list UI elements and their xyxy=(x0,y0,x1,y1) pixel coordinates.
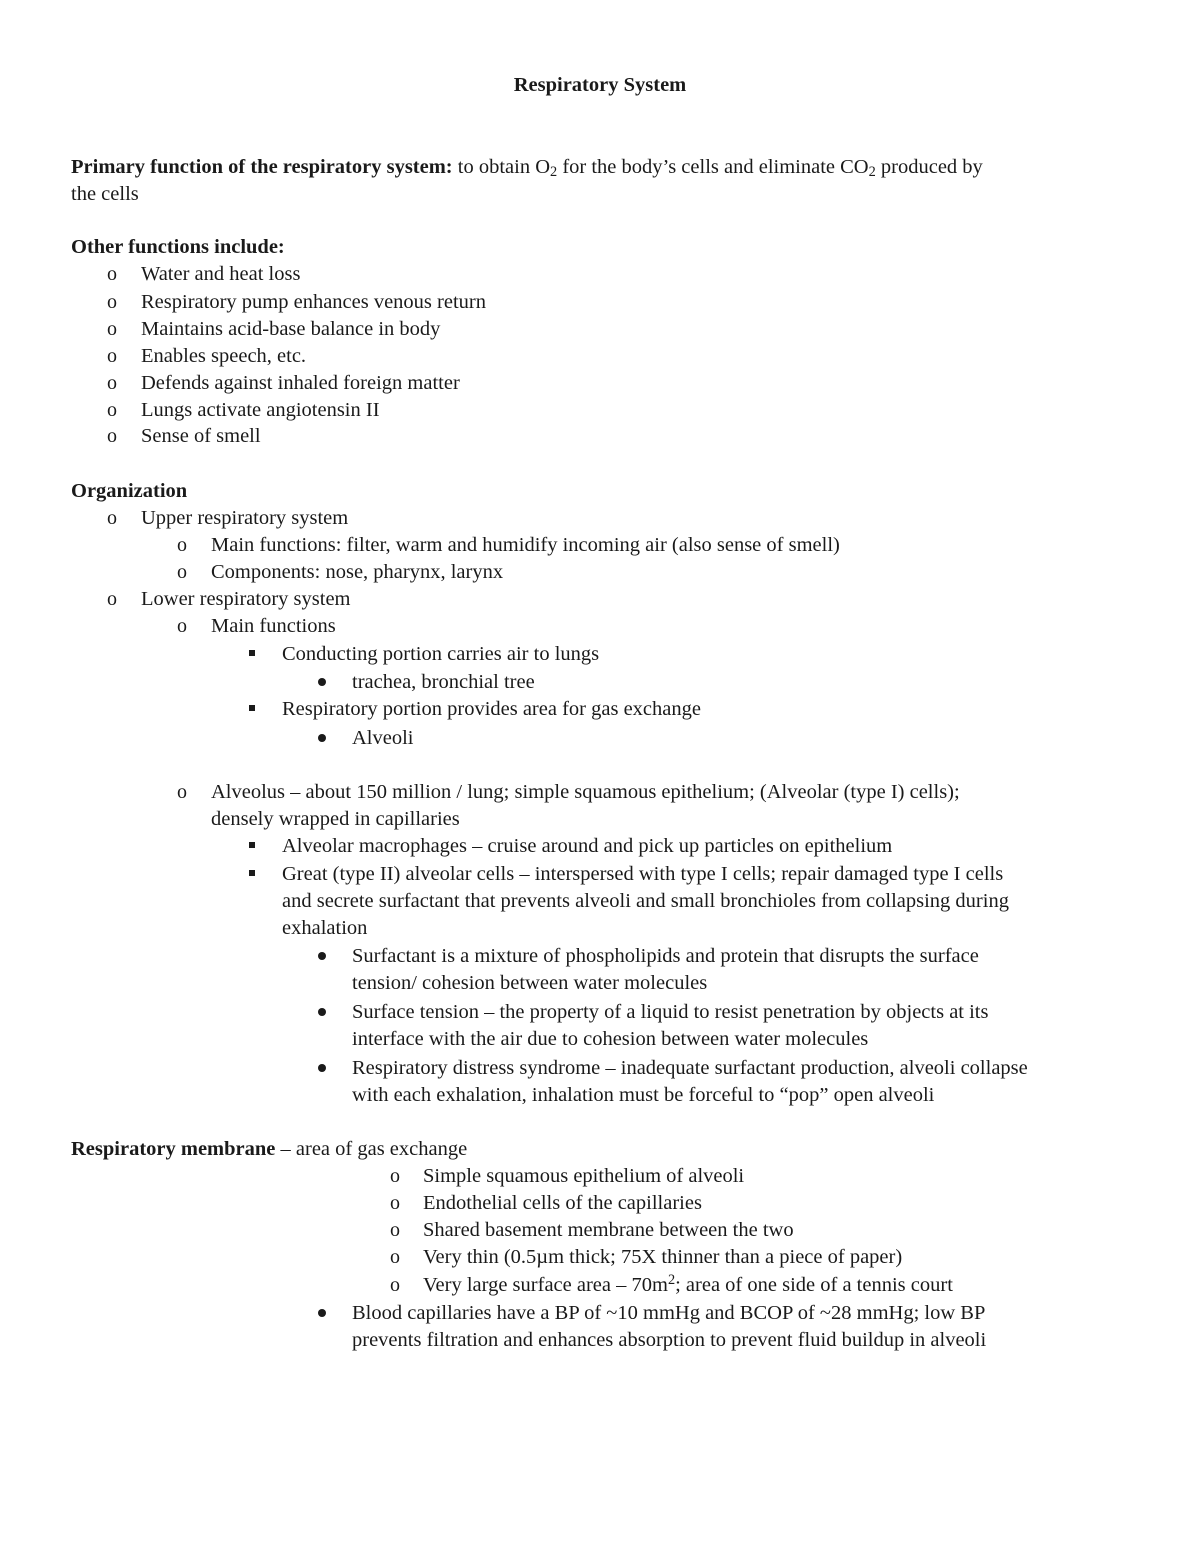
circle-bullet-icon: o xyxy=(390,1165,400,1187)
great-cells-line-1: Great (type II) alveolar cells – interspersed with type I cells; repair damaged type I cells xyxy=(282,863,1004,885)
circle-bullet-icon: o xyxy=(177,781,187,803)
upper-components-item: Components: nose, pharynx, larynx xyxy=(211,561,504,583)
upper-respiratory-item: Upper respiratory system xyxy=(141,507,349,529)
respiratory-membrane-heading: Respiratory membrane xyxy=(71,1138,276,1160)
surface-area-item xyxy=(423,1272,953,1298)
conducting-detail-item: trachea, bronchial tree xyxy=(352,671,535,693)
alveolus-item-line-2: densely wrapped in capillaries xyxy=(211,808,460,830)
circle-bullet-icon: o xyxy=(107,372,117,394)
respiratory-portion-item: Respiratory portion provides area for gas exchange xyxy=(282,698,701,720)
conducting-portion-item: Conducting portion carries air to lungs xyxy=(282,643,600,665)
circle-bullet-icon: o xyxy=(107,291,117,313)
membrane-item: Shared basement membrane between the two xyxy=(423,1219,794,1241)
circle-bullet-icon: o xyxy=(107,588,117,610)
respiratory-membrane-line xyxy=(71,1136,467,1162)
primary-function-line xyxy=(71,154,983,180)
great-cells-line-2: and secrete surfactant that prevents alveoli and small bronchioles from collapsing during xyxy=(282,890,1009,912)
surface-area-text-1: Very large surface area – 70m xyxy=(423,1274,668,1296)
organization-heading: Organization xyxy=(71,480,188,502)
alveolus-item-line-1: Alveolus – about 150 million / lung; simple squamous epithelium; (Alveolar (type I) cells); xyxy=(211,781,960,803)
respiratory-detail-item: Alveoli xyxy=(352,727,414,749)
circle-bullet-icon: o xyxy=(390,1192,400,1214)
square-bullet-icon xyxy=(249,842,255,848)
surfactant-line-1: Surfactant is a mixture of phospholipids and protein that disrupts the surface xyxy=(352,945,979,967)
circle-bullet-icon: o xyxy=(107,399,117,421)
primary-text-2: for the body’s cells and eliminate CO xyxy=(557,156,869,178)
surface-area-text-2: ; area of one side of a tennis court xyxy=(675,1274,953,1296)
circle-bullet-icon: o xyxy=(177,561,187,583)
list-item: Enables speech, etc. xyxy=(141,345,307,367)
squared-superscript: 2 xyxy=(667,1272,676,1288)
membrane-item: Very thin (0.5µm thick; 75X thinner than a piece of paper) xyxy=(423,1246,903,1268)
great-cells-line-3: exhalation xyxy=(282,917,368,939)
lower-main-functions-item: Main functions xyxy=(211,615,336,637)
primary-function-continuation: the cells xyxy=(71,183,139,205)
circle-bullet-icon: o xyxy=(107,345,117,367)
macrophages-item: Alveolar macrophages – cruise around and pick up particles on epithelium xyxy=(282,835,893,857)
circle-bullet-icon: o xyxy=(107,263,117,285)
primary-text-3: produced by xyxy=(875,156,983,178)
primary-function-heading: Primary function of the respiratory system: xyxy=(71,156,453,178)
round-bullet-icon xyxy=(318,1309,326,1317)
square-bullet-icon xyxy=(249,650,255,656)
circle-bullet-icon: o xyxy=(107,507,117,529)
lower-respiratory-item: Lower respiratory system xyxy=(141,588,351,610)
surface-tension-line-1: Surface tension – the property of a liquid to resist penetration by objects at its xyxy=(352,1001,989,1023)
list-item: Water and heat loss xyxy=(141,263,301,285)
list-item: Sense of smell xyxy=(141,425,261,447)
rds-line-2: with each exhalation, inhalation must be forceful to “pop” open alveoli xyxy=(352,1084,935,1106)
circle-bullet-icon: o xyxy=(390,1219,400,1241)
other-functions-heading: Other functions include: xyxy=(71,236,285,258)
circle-bullet-icon: o xyxy=(177,534,187,556)
circle-bullet-icon: o xyxy=(390,1246,400,1268)
list-item: Respiratory pump enhances venous return xyxy=(141,291,486,313)
round-bullet-icon xyxy=(318,952,326,960)
upper-functions-item: Main functions: filter, warm and humidify incoming air (also sense of smell) xyxy=(211,534,840,556)
square-bullet-icon xyxy=(249,705,255,711)
blood-capillaries-line-1: Blood capillaries have a BP of ~10 mmHg and BCOP of ~28 mmHg; low BP xyxy=(352,1302,986,1324)
membrane-item: Endothelial cells of the capillaries xyxy=(423,1192,702,1214)
surfactant-line-2: tension/ cohesion between water molecules xyxy=(352,972,708,994)
primary-text-1: to obtain O xyxy=(452,156,551,178)
circle-bullet-icon: o xyxy=(107,318,117,340)
list-item: Defends against inhaled foreign matter xyxy=(141,372,460,394)
square-bullet-icon xyxy=(249,870,255,876)
round-bullet-icon xyxy=(318,1064,326,1072)
circle-bullet-icon: o xyxy=(390,1274,400,1296)
circle-bullet-icon: o xyxy=(177,615,187,637)
co2-subscript: 2 xyxy=(868,164,876,180)
list-item: Maintains acid-base balance in body xyxy=(141,318,441,340)
list-item: Lungs activate angiotensin II xyxy=(141,399,380,421)
round-bullet-icon xyxy=(318,678,326,686)
blood-capillaries-line-2: prevents filtration and enhances absorption to prevent fluid buildup in alveoli xyxy=(352,1329,987,1351)
round-bullet-icon xyxy=(318,734,326,742)
circle-bullet-icon: o xyxy=(107,425,117,447)
o2-subscript: 2 xyxy=(550,164,558,180)
respiratory-membrane-desc: – area of gas exchange xyxy=(275,1138,468,1160)
page-title: Respiratory System xyxy=(513,74,687,96)
membrane-item: Simple squamous epithelium of alveoli xyxy=(423,1165,745,1187)
round-bullet-icon xyxy=(318,1008,326,1016)
rds-line-1: Respiratory distress syndrome – inadequate surfactant production, alveoli collapse xyxy=(352,1057,1028,1079)
surface-tension-line-2: interface with the air due to cohesion between water molecules xyxy=(352,1028,869,1050)
